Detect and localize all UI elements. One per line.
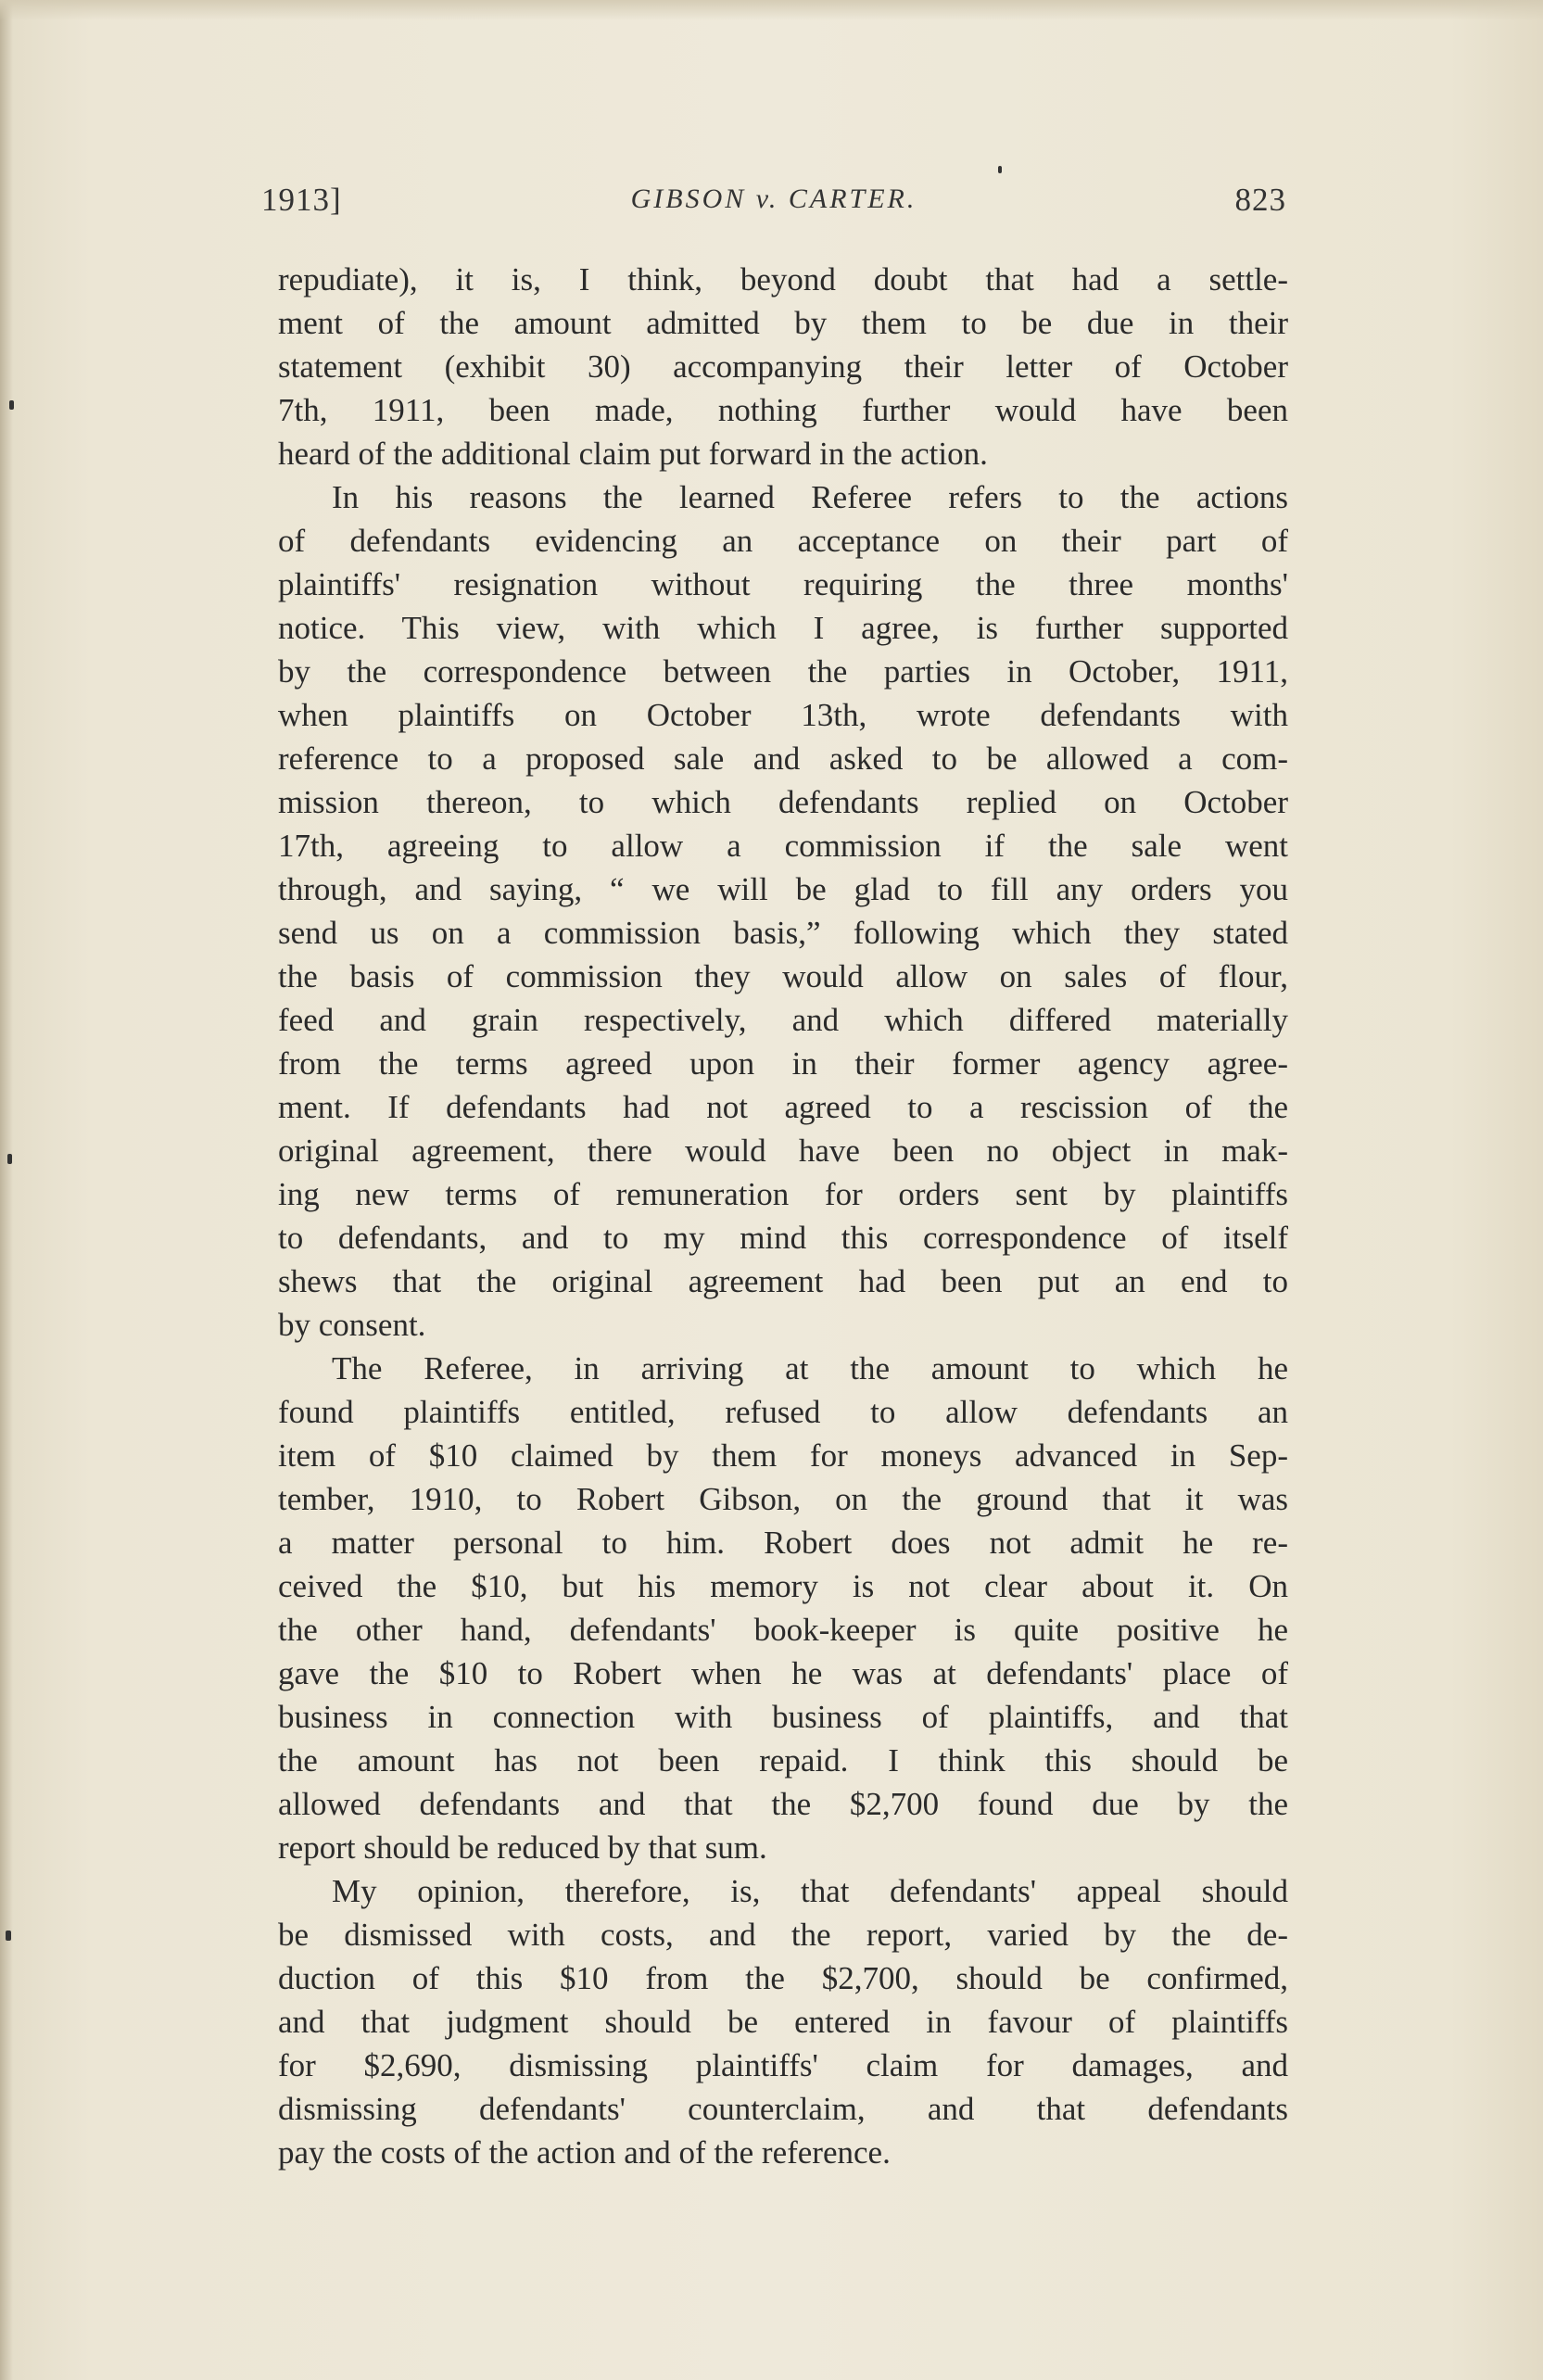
- text-line: pay the costs of the action and of the reference.: [278, 2134, 891, 2171]
- text-line: and that judgment should be entered in favour of plaintiffs: [278, 2004, 1288, 2040]
- running-header: [261, 182, 1286, 228]
- text-line: found plaintiffs entitled, refused to allow defendants an: [278, 1394, 1288, 1430]
- text-line: report should be reduced by that sum.: [278, 1829, 767, 1866]
- page-edge-shadow: [0, 0, 13, 2380]
- text-line: a matter personal to him. Robert does not admit he re-: [278, 1525, 1288, 1561]
- text-line: from the terms agreed upon in their former agency agree-: [278, 1045, 1288, 1082]
- text-line: heard of the additional claim put forward in the action.: [278, 436, 988, 472]
- text-line: shews that the original agreement had been put an end to: [278, 1263, 1288, 1299]
- text-line: by the correspondence between the parties in October, 1911,: [278, 653, 1288, 690]
- text-line: item of $10 claimed by them for moneys advanced in Sep-: [278, 1437, 1288, 1474]
- text-line: dismissing defendants' counterclaim, and that defendants: [278, 2091, 1288, 2127]
- text-line: reference to a proposed sale and asked to be allowed a com-: [278, 741, 1288, 777]
- paragraph: [278, 475, 1288, 1347]
- text-line: 7th, 1911, been made, nothing further would have been: [278, 392, 1288, 428]
- text-line: the amount has not been repaid. I think this should be: [278, 1742, 1288, 1779]
- text-line: send us on a commission basis,” following which they stated: [278, 915, 1288, 951]
- text-line: when plaintiffs on October 13th, wrote defendants with: [278, 697, 1288, 733]
- text-line: allowed defendants and that the $2,700 found due by the: [278, 1786, 1288, 1822]
- margin-mark: [6, 1931, 11, 1941]
- text-line: ment. If defendants had not agreed to a rescission of the: [278, 1089, 1288, 1125]
- text-line: feed and grain respectively, and which differed materially: [278, 1002, 1288, 1038]
- text-line: gave the $10 to Robert when he was at defendants' place of: [278, 1655, 1288, 1691]
- text-line: the other hand, defendants' book-keeper is quite positive he: [278, 1612, 1288, 1648]
- margin-mark: [998, 166, 1002, 173]
- text-line: to defendants, and to my mind this correspondence of itself: [278, 1220, 1288, 1256]
- text-line: original agreement, there would have been no object in mak-: [278, 1133, 1288, 1169]
- text-line: repudiate), it is, I think, beyond doubt that had a settle-: [278, 261, 1288, 298]
- text-line: In his reasons the learned Referee refers to the actions: [332, 479, 1288, 515]
- header-case-title: GIBSON v. CARTER.: [630, 184, 917, 214]
- page-top-shadow: [0, 0, 1543, 20]
- text-line: the basis of commission they would allow on sales of flour,: [278, 958, 1288, 994]
- text-line: ment of the amount admitted by them to be due in their: [278, 305, 1288, 341]
- text-line: notice. This view, with which I agree, is further supported: [278, 610, 1288, 646]
- paragraph: [278, 1869, 1288, 2174]
- paragraph: [278, 1347, 1288, 1869]
- text-line: be dismissed with costs, and the report, varied by the de-: [278, 1917, 1288, 1953]
- text-line: ing new terms of remuneration for orders sent by plaintiffs: [278, 1176, 1288, 1212]
- paragraph: [278, 258, 1288, 475]
- margin-mark: [7, 1154, 12, 1164]
- text-line: statement (exhibit 30) accompanying their letter of October: [278, 348, 1288, 385]
- text-line: business in connection with business of plaintiffs, and that: [278, 1699, 1288, 1735]
- text-line: tember, 1910, to Robert Gibson, on the ground that it was: [278, 1481, 1288, 1517]
- text-line: by consent.: [278, 1307, 426, 1343]
- text-line: ceived the $10, but his memory is not clear about it. On: [278, 1568, 1288, 1604]
- text-line: through, and saying, “ we will be glad to fill any orders you: [278, 871, 1288, 907]
- header-year: 1913]: [261, 182, 342, 218]
- text-line: mission thereon, to which defendants replied on October: [278, 784, 1288, 820]
- margin-mark: [9, 400, 14, 410]
- page-number: 823: [1234, 182, 1286, 218]
- text-line: The Referee, in arriving at the amount to which he: [332, 1350, 1288, 1386]
- text-line: duction of this $10 from the $2,700, should be confirmed,: [278, 1960, 1288, 1996]
- text-line: of defendants evidencing an acceptance on their part of: [278, 523, 1288, 559]
- text-line: plaintiffs' resignation without requiring the three months': [278, 566, 1288, 602]
- text-line: for $2,690, dismissing plaintiffs' claim for damages, and: [278, 2047, 1288, 2083]
- text-line: 17th, agreeing to allow a commission if the sale went: [278, 828, 1288, 864]
- body-text: [278, 258, 1288, 2174]
- text-line: My opinion, therefore, is, that defendants' appeal should: [332, 1873, 1288, 1909]
